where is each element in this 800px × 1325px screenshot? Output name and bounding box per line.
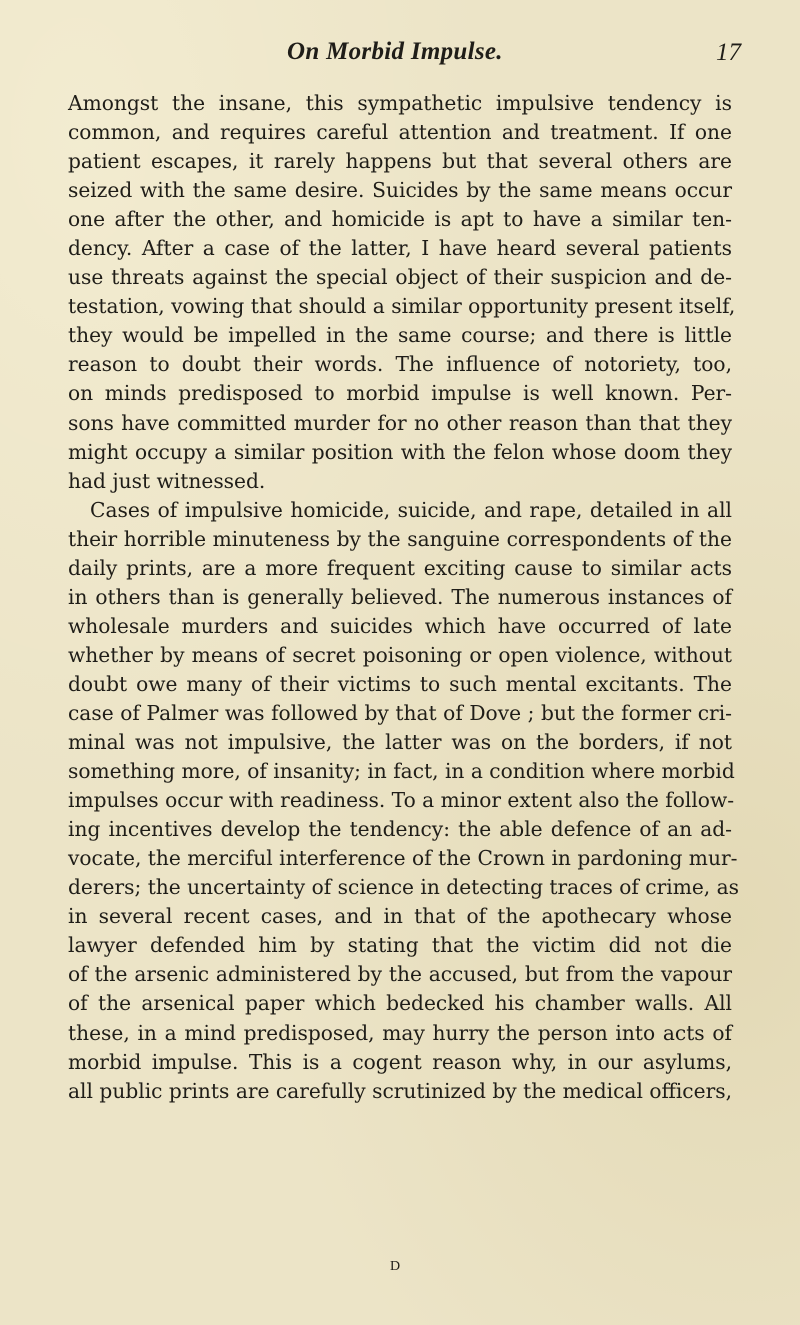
text-line: one after the other, and homicide is apt to have a similar ten- <box>68 207 732 232</box>
text-line: case of Palmer was followed by that of Dove ; but the former cri- <box>68 700 732 725</box>
text-line: in others than is generally believed. The numerous instances of <box>68 584 732 609</box>
text-line: on minds predisposed to morbid impulse is well known. Per- <box>68 381 732 406</box>
text-line: all public prints are carefully scrutinized by the medical officers, <box>68 1078 732 1103</box>
page-number: 17 <box>716 39 741 66</box>
text-line: minal was not impulsive, the latter was on the borders, if not <box>68 730 732 755</box>
text-line: wholesale murders and suicides which have occurred of late <box>68 613 732 638</box>
text-line: dency. After a case of the latter, I have heard several patients <box>68 236 732 261</box>
text-line: patient escapes, it rarely happens but that several others are <box>68 149 732 174</box>
running-title: On Morbid Impulse. <box>287 38 503 65</box>
text-line: common, and requires careful attention and treatment. If one <box>68 120 732 145</box>
text-line: might occupy a similar position with the felon whose doom they <box>68 439 732 464</box>
text-line: daily prints, are a more frequent exciting cause to similar acts <box>68 555 732 580</box>
text-line: reason to doubt their words. The influence of notoriety, too, <box>68 352 732 377</box>
text-line: derers; the uncertainty of science in detecting traces of crime, as <box>68 875 740 900</box>
text-line: their horrible minuteness by the sanguine correspondents of the <box>68 526 732 551</box>
text-line: Amongst the insane, this sympathetic impulsive tendency is <box>68 91 732 115</box>
signature-mark: D <box>390 1259 401 1274</box>
text-line: Cases of impulsive homicide, suicide, and rape, detailed in all <box>90 497 732 522</box>
text-line: whether by means of secret poisoning or open violence, without <box>68 642 732 667</box>
text-line: of the arsenic administered by the accused, but from the vapour <box>68 962 732 987</box>
text-line: use threats against the special object of their suspicion and de- <box>68 265 732 290</box>
text-line: vocate, the merciful interference of the Crown in pardoning mur- <box>68 846 738 871</box>
text-line: they would be impelled in the same course; and there is little <box>68 323 732 348</box>
text-line: morbid impulse. This is a cogent reason why, in our asylums, <box>68 1049 732 1074</box>
body-text <box>68 89 740 1106</box>
text-line: ing incentives develop the tendency: the able defence of an ad- <box>68 817 732 842</box>
text-line: testation, vowing that should a similar opportunity present itself, <box>68 294 736 319</box>
text-line: sons have committed murder for no other reason than that they <box>68 410 732 435</box>
text-line: these, in a mind predisposed, may hurry the person into acts of <box>68 1020 732 1045</box>
text-line: doubt owe many of their victims to such mental excitants. The <box>68 671 732 696</box>
text-line: impulses occur with readiness. To a minor extent also the follow- <box>68 788 735 813</box>
page-header <box>0 38 800 74</box>
text-line: seized with the same desire. Suicides by the same means occur <box>68 178 732 203</box>
text-line: in several recent cases, and in that of the apothecary whose <box>68 904 732 929</box>
text-line: of the arsenical paper which bedecked his chamber walls. All <box>68 991 732 1016</box>
text-line: lawyer defended him by stating that the victim did not die <box>68 933 732 958</box>
text-line: something more, of insanity; in fact, in a condition where morbid <box>68 759 735 784</box>
text-line: had just witnessed. <box>68 468 266 493</box>
